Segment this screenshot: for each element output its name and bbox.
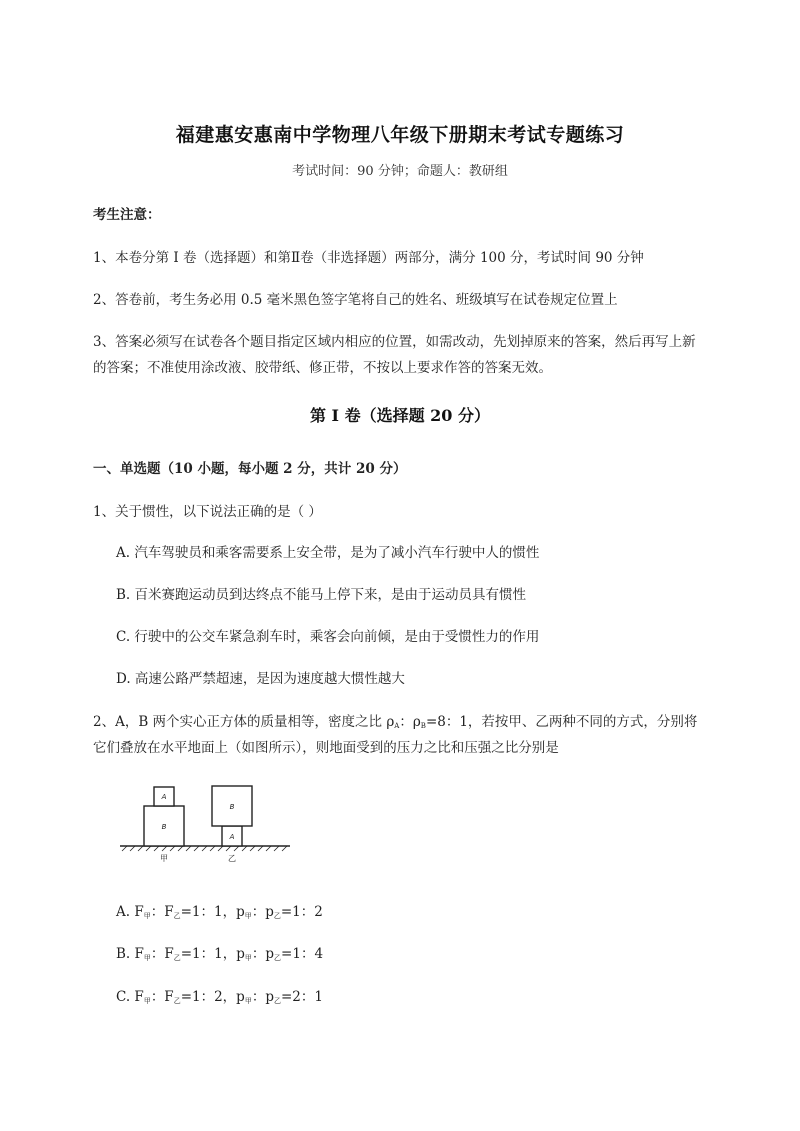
question-2-stem-line2: 它们叠放在水平地面上（如图所示），则地面受到的压力之比和压强之比分别是	[93, 740, 559, 756]
section-title: 第 I 卷（选择题 20 分）	[309, 406, 491, 425]
jia-block-a-label: A	[161, 793, 167, 801]
notice-item-2: 2、答卷前，考生务必用 0.5 毫米黑色签字笔将自己的姓名、班级填写在试卷规定位置上	[93, 292, 618, 308]
question-2-option-a[interactable]: A. $F_甲$：$F_乙=1$：1，$p_甲$：$p_乙=1$：2	[116, 904, 323, 920]
yi-block-a-label: A	[229, 833, 235, 841]
question-2-stem: 2、A，B 两个实心正方体的质量相等，密度之比 $\rho_A$：$\rho_B=8$：1，若按甲、乙两种不同的方式，分别将	[93, 714, 698, 730]
notice-item-1: 1、本卷分第 I 卷（选择题）和第Ⅱ卷（非选择题）两部分，满分 100 分，考试时间 90 分钟	[93, 250, 644, 266]
jia-block-b-label: B	[161, 823, 167, 831]
question-1-stem: 1、关于惯性，以下说法正确的是（ ）	[93, 504, 322, 520]
stacked-blocks-figure	[118, 780, 298, 869]
label-jia: 甲	[160, 854, 168, 863]
exam-subtitle: 考试时间：90 分钟；命题人：教研组	[292, 164, 508, 179]
question-1-option-c[interactable]: C. 行驶中的公交车紧急刹车时，乘客会向前倾，是由于受惯性力的作用	[116, 629, 540, 645]
part-heading: 一、单选题（10 小题，每小题 2 分，共计 20 分）	[93, 461, 407, 477]
question-2-option-b[interactable]: B. $F_甲$：$F_乙=1$：1，$p_甲$：$p_乙=1$：4	[116, 946, 324, 962]
question-1-option-d[interactable]: D. 高速公路严禁超速，是因为速度越大惯性越大	[116, 671, 405, 687]
notice-heading: 考生注意：	[93, 207, 161, 223]
question-1-option-a[interactable]: A. 汽车驾驶员和乘客需要系上安全带，是为了减小汽车行驶中人的惯性	[116, 545, 540, 561]
question-1-option-b[interactable]: B. 百米赛跑运动员到达终点不能马上停下来，是由于运动员具有惯性	[116, 587, 527, 603]
notice-item-3-cont: 的答案；不准使用涂改液、胶带纸、修正带，不按以上要求作答的答案无效。	[93, 360, 552, 376]
label-yi: 乙	[228, 854, 236, 863]
question-2-option-c[interactable]: C. $F_甲$：$F_乙=1$：2，$p_甲$：$p_乙=2$：1	[116, 989, 323, 1005]
page-title: 福建惠安惠南中学物理八年级下册期末考试专题练习	[175, 124, 625, 146]
yi-block-b-label: B	[229, 803, 235, 811]
notice-item-3: 3、答案必须写在试卷各个题目指定区域内相应的位置，如需改动，先划掉原来的答案，然后再写上新	[93, 334, 696, 350]
